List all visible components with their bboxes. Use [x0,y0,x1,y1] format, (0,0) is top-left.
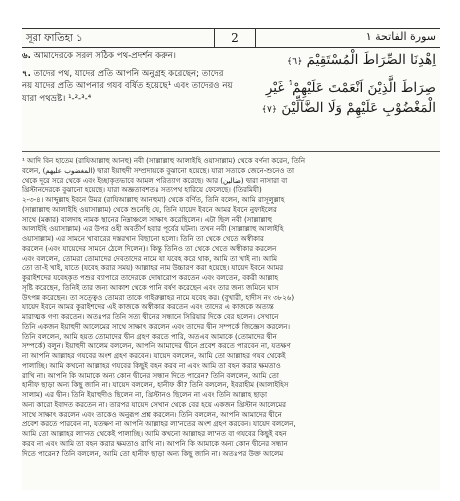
footnote-line: অন্য কারো ইবাদত করতেন না। তারপর যায়েদ সেখান থেকে বের হয়ে একজন খ্রিস্টান আলেমের [22,399,286,409]
footnote-line: সম্পর্কে) বলুন। ইয়াহুদী আলেম বললেন, আপনি আমাদের দ্বীনে প্রবেশ করতে পারবেন না, যতক্ষণ [22,341,291,351]
footnotes [22,156,440,458]
footnote-divider [22,151,440,152]
footnote-line: এবং বললেন, তোমরা তোমাদের দেবতাদের নামে যা যবেহ করে থাক, আমি তা খাই না। আমি [22,253,277,263]
footnote-line: প্রবেশ করতে পারবেন না, যতক্ষণ না আপনি আল্লাহর লা'নতের অংশ গ্রহণ করবেন। যায়েদ বললেন, [22,419,296,429]
footnote-line: সালাম) এর দ্বীন। তিনি ইয়াহুদীও ছিলেন না, খ্রিস্টানও ছিলেন না এবং তিনি আল্লাহ ছাড়া [22,390,268,399]
footnote-line: ওয়াসাল্লাম) এর সামনে খাবারের দস্তরখান বিছানো হলো। তিনি তা থেকে খেতে অস্বীকার [22,234,264,243]
footnote-line: যায়েদ ইবনে আমর কুরাইশদের এই কাজকে অস্বীকার করতেন এবং তাদের এ কাজকে অত্যন্ত [22,302,274,312]
verse-text: তাদের পথ, যাদের প্রতি আপনি অনুগ্রহ করেছেন; তাদের নয় যাদের প্রতি আপনার গযব বর্ষিত হয়েছে¹ এবং তাদেরও নয় যারা পথভ্রষ্ট। ¹-²-³-⁴ [22,69,233,104]
footnote-line: সাথে (মক্কার) বালদাহ নামক স্থানের নিম্নাঞ্চলে সাক্ষাৎ করেছিলেন। এটা ছিল নবী (সাল্লাল্লাহু [22,214,273,224]
footnote-line: বলেন, (المغضوب عليهم) দ্বারা ইয়াহুদী সম্প্রদায়কে বুঝানো হয়েছে। যারা সত্যকে জেনে-শুনেও তা [22,165,295,175]
footnote-line: সাথে সাক্ষাৎ করলেন এবং তাকেও অনুরূপ প্রশ্ন করলেন। তিনি বললেন, আপনি আমাদের দ্বীনে [22,409,282,419]
arabic-verses-column [238,50,440,124]
footnote-line: ¹ আদি বিন হাতেম (রাযিআল্লাহু আনহু) নবী (সাল্লাল্লাহু আলাইহি ওয়াসাল্লাম) থেকে বর্ণনা করেন, তিনি [22,156,306,165]
footnote-line: পালাচ্ছি। আমি কখনো আল্লাহর গযবের কিছুই বহন করব না এবং আমি তা বহন করার ক্ষমতাও [22,360,281,370]
footnote-line: উৎপন্ন করেছেন। তা সত্ত্বেও তোমরা তাকে গাইরুল্লাহর নামে যবেহ কর। (বুখারী, হাদীস নং ৩৮২৬) [22,292,295,302]
footnote-line: দিতে পারেন? তিনি বললেন, আমি তো হানীফ ছাড়া অন্য কিছু জানি না। অতঃপর উক্ত আলেম [22,448,284,458]
arabic-text: صِرَاطَ الَّذِيْنَ اَنْعَمْتَ عَلَيْهِمْ ۙ۬ غَيْرِ الْمَغْضُوْبِ عَلَيْهِمْ وَلَا الضَّآلِّيْنَ [265,80,436,116]
footnote-line: তিনি বললেন, আমি হয়ত তোমাদের দ্বীন গ্রহণ করতে পারি, অতএব আমাকে (তোমাদের দ্বীন [22,331,277,341]
footnote-line: (সাল্লাল্লাহু আলাইহি ওয়াসাল্লাম) থেকে শুনেছি যে, তিনি যায়েদ ইবনে আমর ইবনে নুফাইলের [22,204,277,214]
footnote-line: মারাত্মক গণ্য করতেন। অতঃপর তিনি সত্য দ্বীনের সন্ধানে সিরিয়ার দিকে বের হলেন। সেখানে [22,312,279,321]
footnote-line: কুরাইশদের যবেহকৃত পশুর ব্যাপারে তাদেরকে দোষারোপ করতেন এবং বলতেন, বকরী আল্লাহ [22,273,279,282]
footnote-line: রাখি না। আপনি কি আমাকে অন্য কোন দ্বীনের সন্ধান দিতে পারেন? তিনি বললেন, আমি তো [22,370,279,380]
bengali-translation-column [22,50,234,111]
footnote-line: ২-৩-৪। আব্দুল্লাহ ইবনে উমর (রাযিআল্লাহু আনহুমা) থেকে বর্ণিত, তিনি বলেন, আমি রাসূলুল্লাহ [22,195,285,204]
page-number: 2 [214,29,256,47]
footnote-line: হানীফ ছাড়া অন্য কিছু জানি না। যায়েদ বললেন, হানীফ কী? তিনি বললেন, ইবরাহীম (আলাইহিস [22,380,289,390]
verse-text: আমাদেরকে সরল সঠিক পথ-প্রদর্শন করুন। [33,51,176,61]
verse-end-marker: ﴿٦﴾ [286,57,303,67]
verse-end-marker: ﴿٧﴾ [261,105,278,115]
footnote-line: আলাইহি ওয়াসাল্লাম) এর উপর ওহী অবতীর্ণ হবার পূর্বের ঘটনা। তখন নবী (সাল্লাল্লাহু আলাইহি [22,224,284,234]
footnote-line: সৃষ্টি করেছেন, তিনিই তার জন্য আকাশ থেকে পানি বর্ষণ করেছেন এবং তার জন্য জমিনে ঘাস [22,282,279,292]
footnote-line: করব না এবং আমি তা বহন করার ক্ষমতাও রাখি না। আপনি কি আমাকে অন্য কোন দ্বীনের সন্ধান [22,438,288,448]
footnote-line: তো তা-ই খাই, যাতে (যবেহ করার সময়) আল্লাহর নাম উচ্চারণ করা হয়েছে। যায়েদ ইবনে আমর [22,263,284,273]
verse-6-translation [22,50,234,62]
verse-number: ৭. [22,69,31,80]
surah-name-bengali: সূরা ফাতিহা ১ [26,33,83,44]
verse-7-arabic [238,78,436,120]
footnote-line: তিনি একজন ইয়াহুদী আলেমের সাথে সাক্ষাৎ করলেন এবং তাদের দ্বীন সম্পর্কে জিজ্ঞেস করলেন। [22,321,290,331]
arabic-text: اِهْدِنَا الصِّرَاطَ الْمُسْتَقِيْمَ [306,52,436,68]
verse-7-translation [22,68,234,105]
footnote-line: আমি তো আল্লাহর লা'নত থেকেই পালাচ্ছি। আমি কখনো আল্লাহর লা'নত বা গযবের কিছুই বহন [22,429,287,438]
surah-name-arabic: سورة الفاتحة ١ [365,30,436,43]
footnote-line: খ্রিস্টানদেরকে বুঝানো হয়েছে। যারা অজ্ঞতাবশতঃ সত্যপথ হারিয়ে ফেলেছে। (তিরমিযী) [22,185,262,195]
verse-6-arabic [238,50,436,72]
page [22,28,440,490]
footnote-line: না আপনি আল্লাহর গযবের অংশ গ্রহণ করবেন। যায়েদ বললেন, আমি তো আল্লাহর গযব থেকেই [22,351,286,360]
footnote-line: করলেন (এবং যায়েদের সামনে ঠেলে দিলেন)। কিন্তু তিনিও তা থেকে খেতে অস্বীকার করলেন [22,243,277,253]
page-header [22,28,440,48]
footnote-line: থেকে দূরে সরে থেকে এবং ইচ্ছাকৃতভাবে আমল পরিত্যাগ করেছে। আর (ضالين) দ্বারা নাসারা বা [22,175,288,185]
verse-number: ৬. [22,51,31,61]
